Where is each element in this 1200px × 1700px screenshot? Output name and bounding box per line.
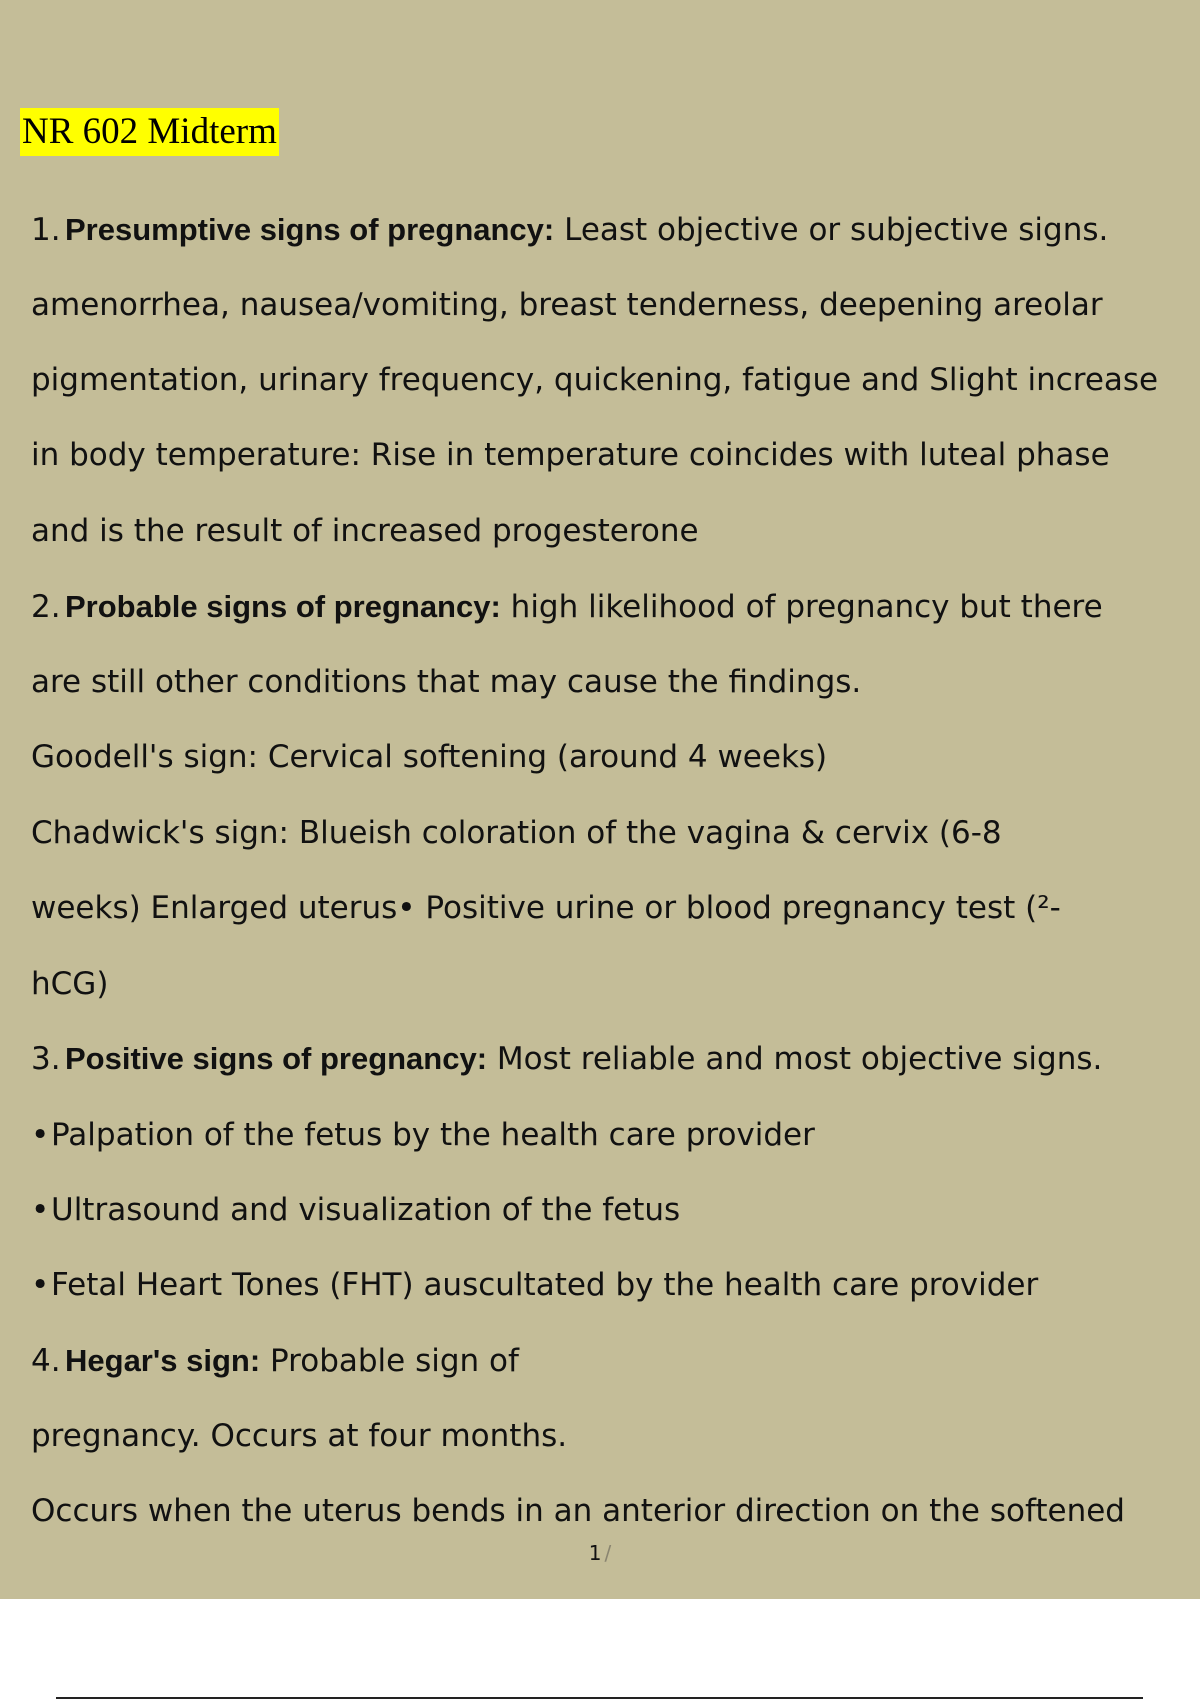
item-4-heading-line — [31, 1341, 519, 1381]
item-text: high likelihood of pregnancy but there — [500, 589, 1103, 625]
bullet-text: Ultrasound and visualization of the fetus — [51, 1192, 681, 1228]
body-line: weeks) Enlarged uterus• Positive urine or blood pregnancy test (²- — [31, 890, 1061, 926]
body-line: Chadwick's sign: Blueish coloration of the vagina & cervix (6-8 — [31, 815, 1002, 851]
item-text: Probable sign of — [260, 1343, 519, 1379]
document-title: NR 602 Midterm — [20, 108, 279, 156]
item-2-heading-line — [31, 587, 1103, 627]
item-heading: Positive signs of pregnancy: — [65, 1041, 488, 1076]
page-number-suffix: / — [604, 1541, 612, 1565]
item-heading: Presumptive signs of pregnancy: — [65, 212, 555, 247]
item-number: 1. — [31, 212, 61, 248]
bullet-item — [31, 1265, 1038, 1305]
item-heading: Hegar's sign: — [65, 1343, 261, 1378]
body-line: amenorrhea, nausea/vomiting, breast tenderness, deepening areolar — [31, 287, 1103, 323]
item-number: 3. — [31, 1041, 61, 1077]
bullet-glyph: • — [31, 1192, 50, 1228]
item-number: 2. — [31, 589, 61, 625]
body-line: are still other conditions that may cause the findings. — [31, 664, 862, 700]
bullet-item — [31, 1190, 680, 1230]
item-heading: Probable signs of pregnancy: — [65, 589, 501, 624]
page-number-value: 1 — [588, 1541, 602, 1565]
item-text: Most reliable and most objective signs. — [487, 1041, 1103, 1077]
item-number: 4. — [31, 1343, 61, 1379]
body-line: and is the result of increased progesterone — [31, 513, 699, 549]
body-line: in body temperature: Rise in temperature coincides with luteal phase — [31, 437, 1110, 473]
bullet-glyph: • — [31, 1117, 50, 1153]
item-1-heading-line — [31, 210, 1108, 250]
bullet-text: Fetal Heart Tones (FHT) auscultated by the health care provider — [51, 1267, 1039, 1303]
body-line: hCG) — [31, 966, 109, 1002]
body-line: pregnancy. Occurs at four months. — [31, 1418, 568, 1454]
bullet-text: Palpation of the fetus by the health care provider — [51, 1117, 815, 1153]
body-line: Occurs when the uterus bends in an anterior direction on the softened — [31, 1493, 1125, 1529]
item-text: Least objective or subjective signs. — [554, 212, 1109, 248]
bullet-glyph: • — [31, 1267, 50, 1303]
body-line: Goodell's sign: Cervical softening (around 4 weeks) — [31, 739, 828, 775]
page-number — [0, 1541, 1200, 1565]
body-line: pigmentation, urinary frequency, quickening, fatigue and Slight increase — [31, 362, 1159, 398]
page-divider — [56, 1697, 1143, 1699]
bullet-item — [31, 1115, 815, 1155]
item-3-heading-line — [31, 1039, 1102, 1079]
